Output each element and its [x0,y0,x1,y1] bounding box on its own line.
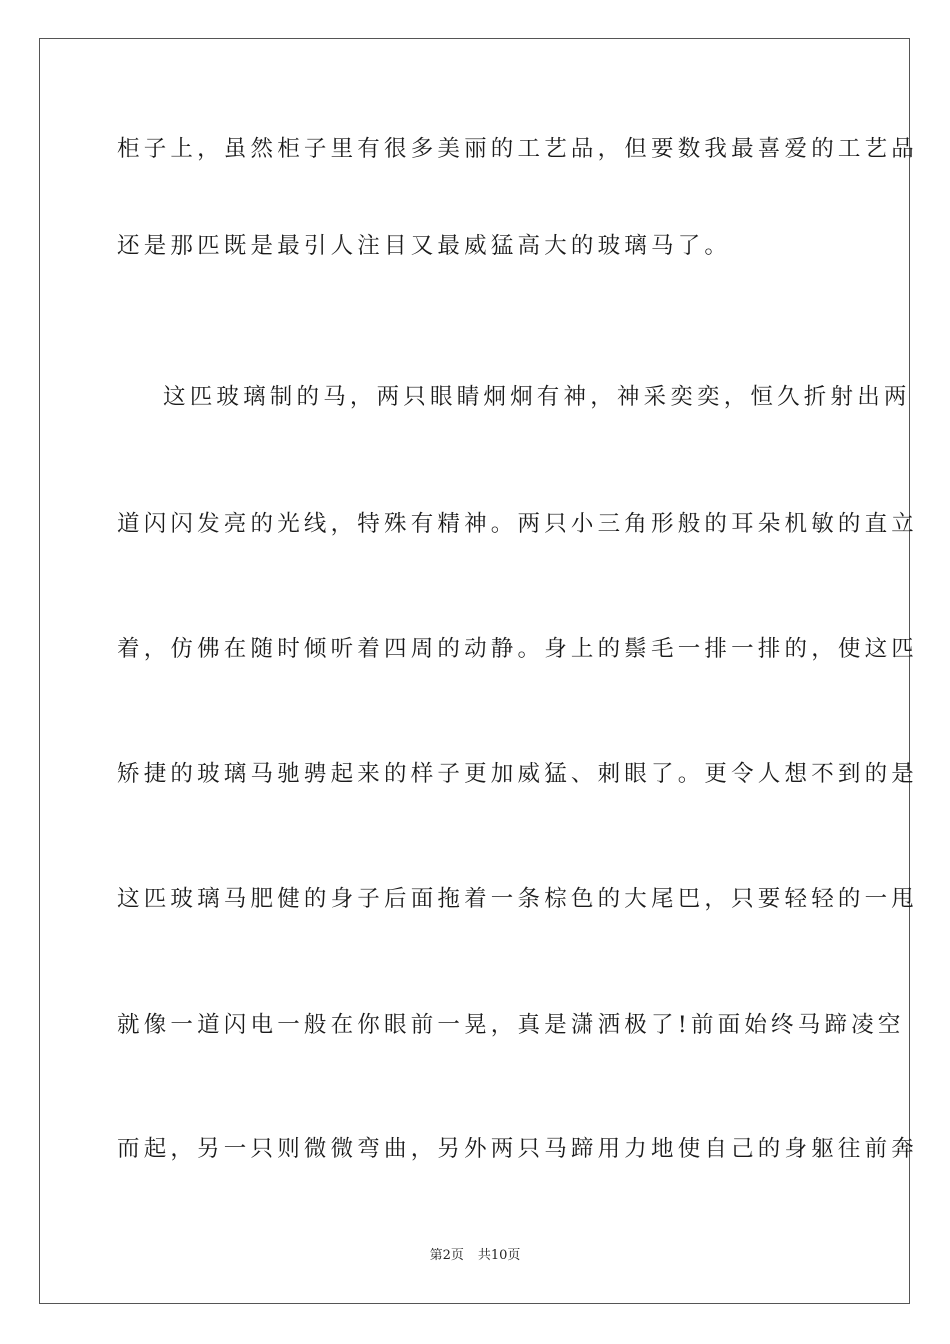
page-number: 第2页 [429,1248,464,1263]
body-line-7: 这匹玻璃马肥健的身子后面拖着一条棕色的大尾巴，只要轻轻的一甩 [117,886,919,912]
body-line-6: 矫捷的玻璃马驰骋起来的样子更加威猛、刺眼了。更令人想不到的是 [117,761,919,787]
page-border [39,38,919,1304]
body-line-8: 就像一道闪电一般在你眼前一晃，真是潇洒极了!前面始终马蹄凌空 [117,1012,905,1038]
body-line-2: 还是那匹既是最引人注目又最威猛高大的玻璃马了。 [117,233,732,259]
page-footer [0,1246,950,1266]
body-line-9: 而起，另一只则微微弯曲，另外两只马蹄用力地使自己的身躯往前奔 [117,1136,919,1162]
body-line-3-paragraph-start: 这匹玻璃制的马，两只眼睛炯炯有神，神采奕奕，恒久折射出两 [163,384,911,410]
body-line-1: 柜子上，虽然柜子里有很多美丽的工艺品，但要数我最喜爱的工艺品 [117,136,919,162]
page-total: 共10页 [477,1248,521,1263]
body-line-5: 着，仿佛在随时倾听着四周的动静。身上的鬃毛一排一排的，使这匹 [117,636,919,662]
body-line-4: 道闪闪发亮的光线，特殊有精神。两只小三角形般的耳朵机敏的直立 [117,511,919,537]
